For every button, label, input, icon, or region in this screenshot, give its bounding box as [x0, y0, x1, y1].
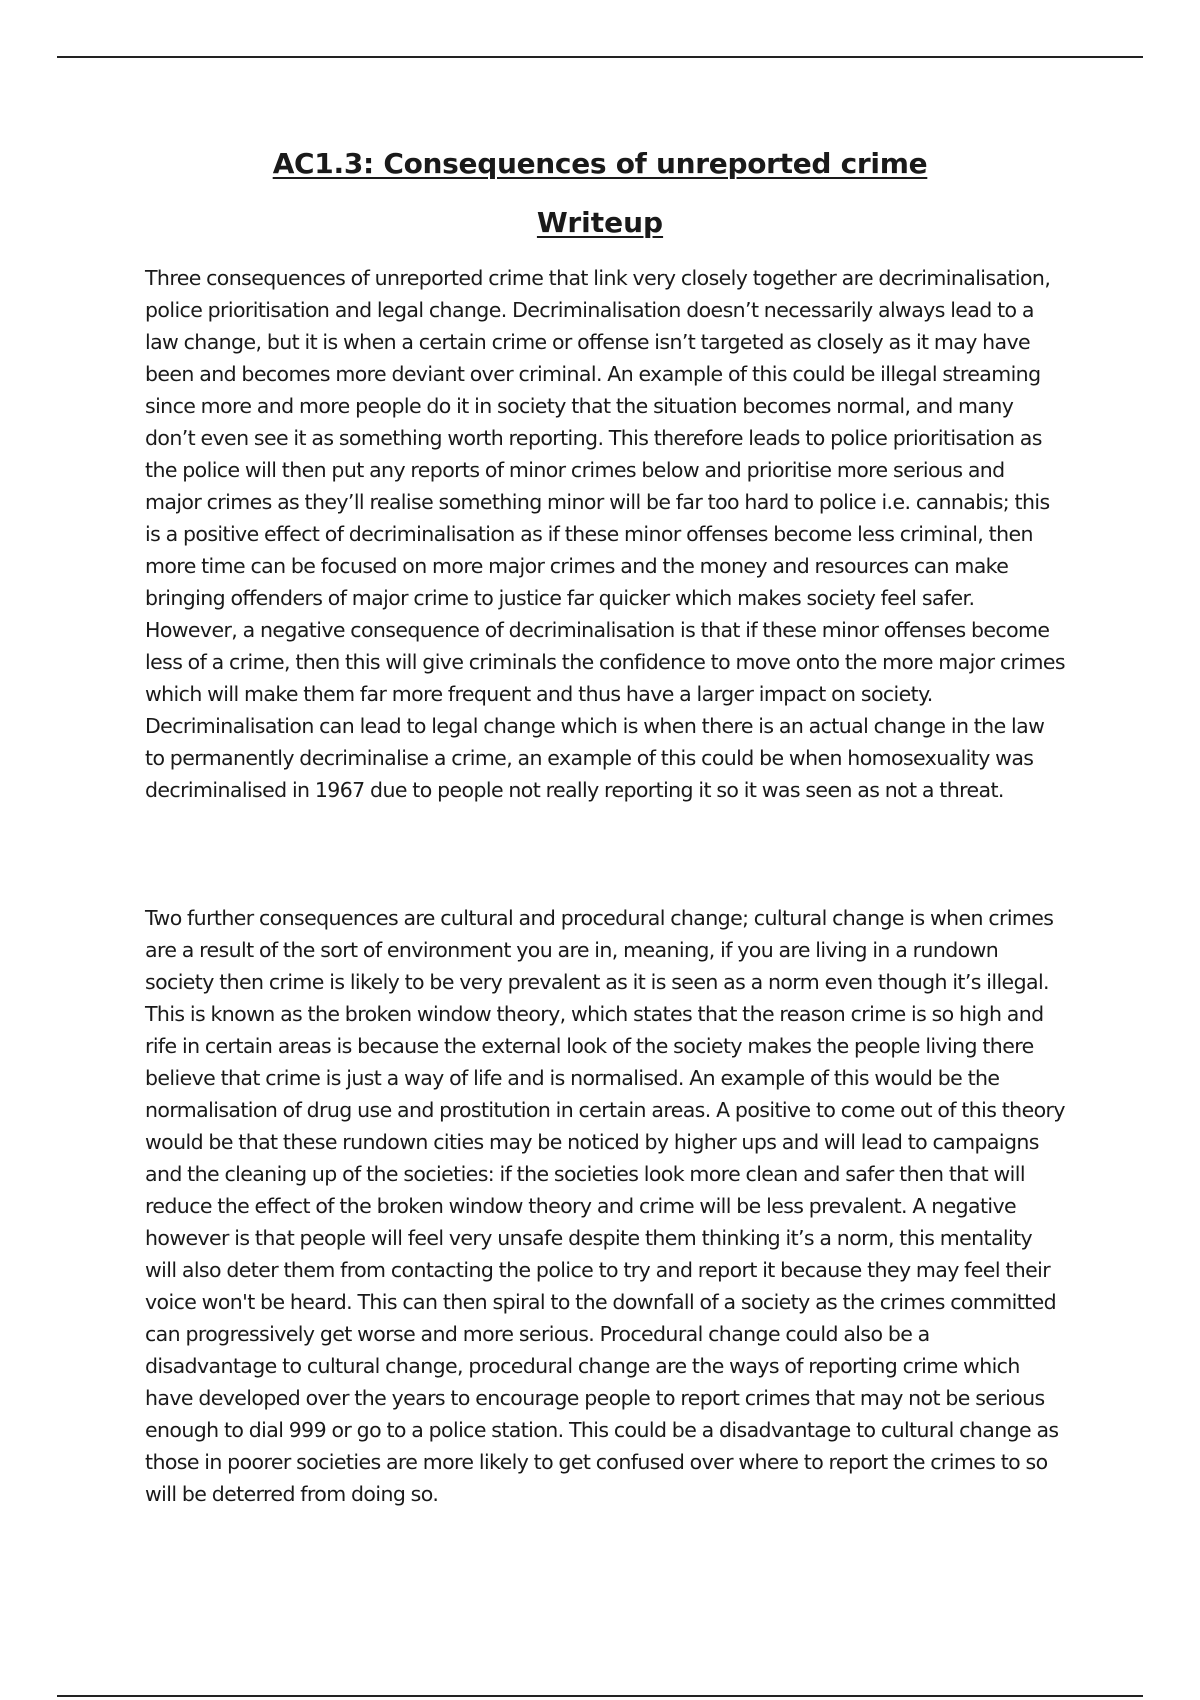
- paragraph-1: Three consequences of unreported crime that link very closely together are decriminalisation, police prioritisation and legal change. Decriminalisation doesn’t necessarily always lead to a law change, but it is when a certain crime or offense isn’t targeted as closely as it may have been and becomes more deviant over criminal. An example of this could be illegal streaming since more and more people do it in society that the situation becomes normal, and many don’t even see it as something worth reporting. This therefore leads to police prioritisation as the police will then put any reports of minor crimes below and prioritise more serious and major crimes as they’ll realise something minor will be far too hard to police i.e. cannabis; this is a positive effect of decriminalisation as if these minor offenses become less criminal, then more time can be focused on more major crimes and the money and resources can make bringing offenders of major crime to justice far quicker which makes society feel safer. However, a negative consequence of decriminalisation is that if these minor offenses become less of a crime, then this will give criminals the confidence to move onto the more major crimes which will make them far more frequent and thus have a larger impact on society. Decriminalisation can lead to legal change which is when there is an actual change in the law to permanently decriminalise a crime, an example of this could be when homosexuality was decriminalised in 1967 due to people not really reporting it so it was seen as not a threat.: [145, 266, 1065, 802]
- bottom-divider: [57, 1695, 1143, 1697]
- top-divider: [57, 56, 1143, 58]
- document-title: AC1.3: Consequences of unreported crime: [272, 147, 928, 180]
- document-subtitle: Writeup: [536, 206, 664, 239]
- paragraph-2: Two further consequences are cultural and procedural change; cultural change is when crimes are a result of the sort of environment you are in, meaning, if you are living in a rundown society then crime is likely to be very prevalent as it is seen as a norm even though it’s illegal. This is known as the broken window theory, which states that the reason crime is so high and rife in certain areas is because the external look of the society makes the people living there believe that crime is just a way of life and is normalised. An example of this would be the normalisation of drug use and prostitution in certain areas. A positive to come out of this theory would be that these rundown cities may be noticed by higher ups and will lead to campaigns and the cleaning up of the societies: if the societies look more clean and safer then that will reduce the effect of the broken window theory and crime will be less prevalent. A negative however is that people will feel very unsafe despite them thinking it’s a norm, this mentality will also deter them from contacting the police to try and report it because they may feel their voice won't be heard. This can then spiral to the downfall of a society as the crimes committed can progressively get worse and more serious. Procedural change could also be a disadvantage to cultural change, procedural change are the ways of reporting crime which have developed over the years to encourage people to report crimes that may not be serious enough to dial 999 or go to a police station. This could be a disadvantage to cultural change as those in poorer societies are more likely to get confused over where to report the crimes to so will be deterred from doing so.: [145, 906, 1065, 1506]
